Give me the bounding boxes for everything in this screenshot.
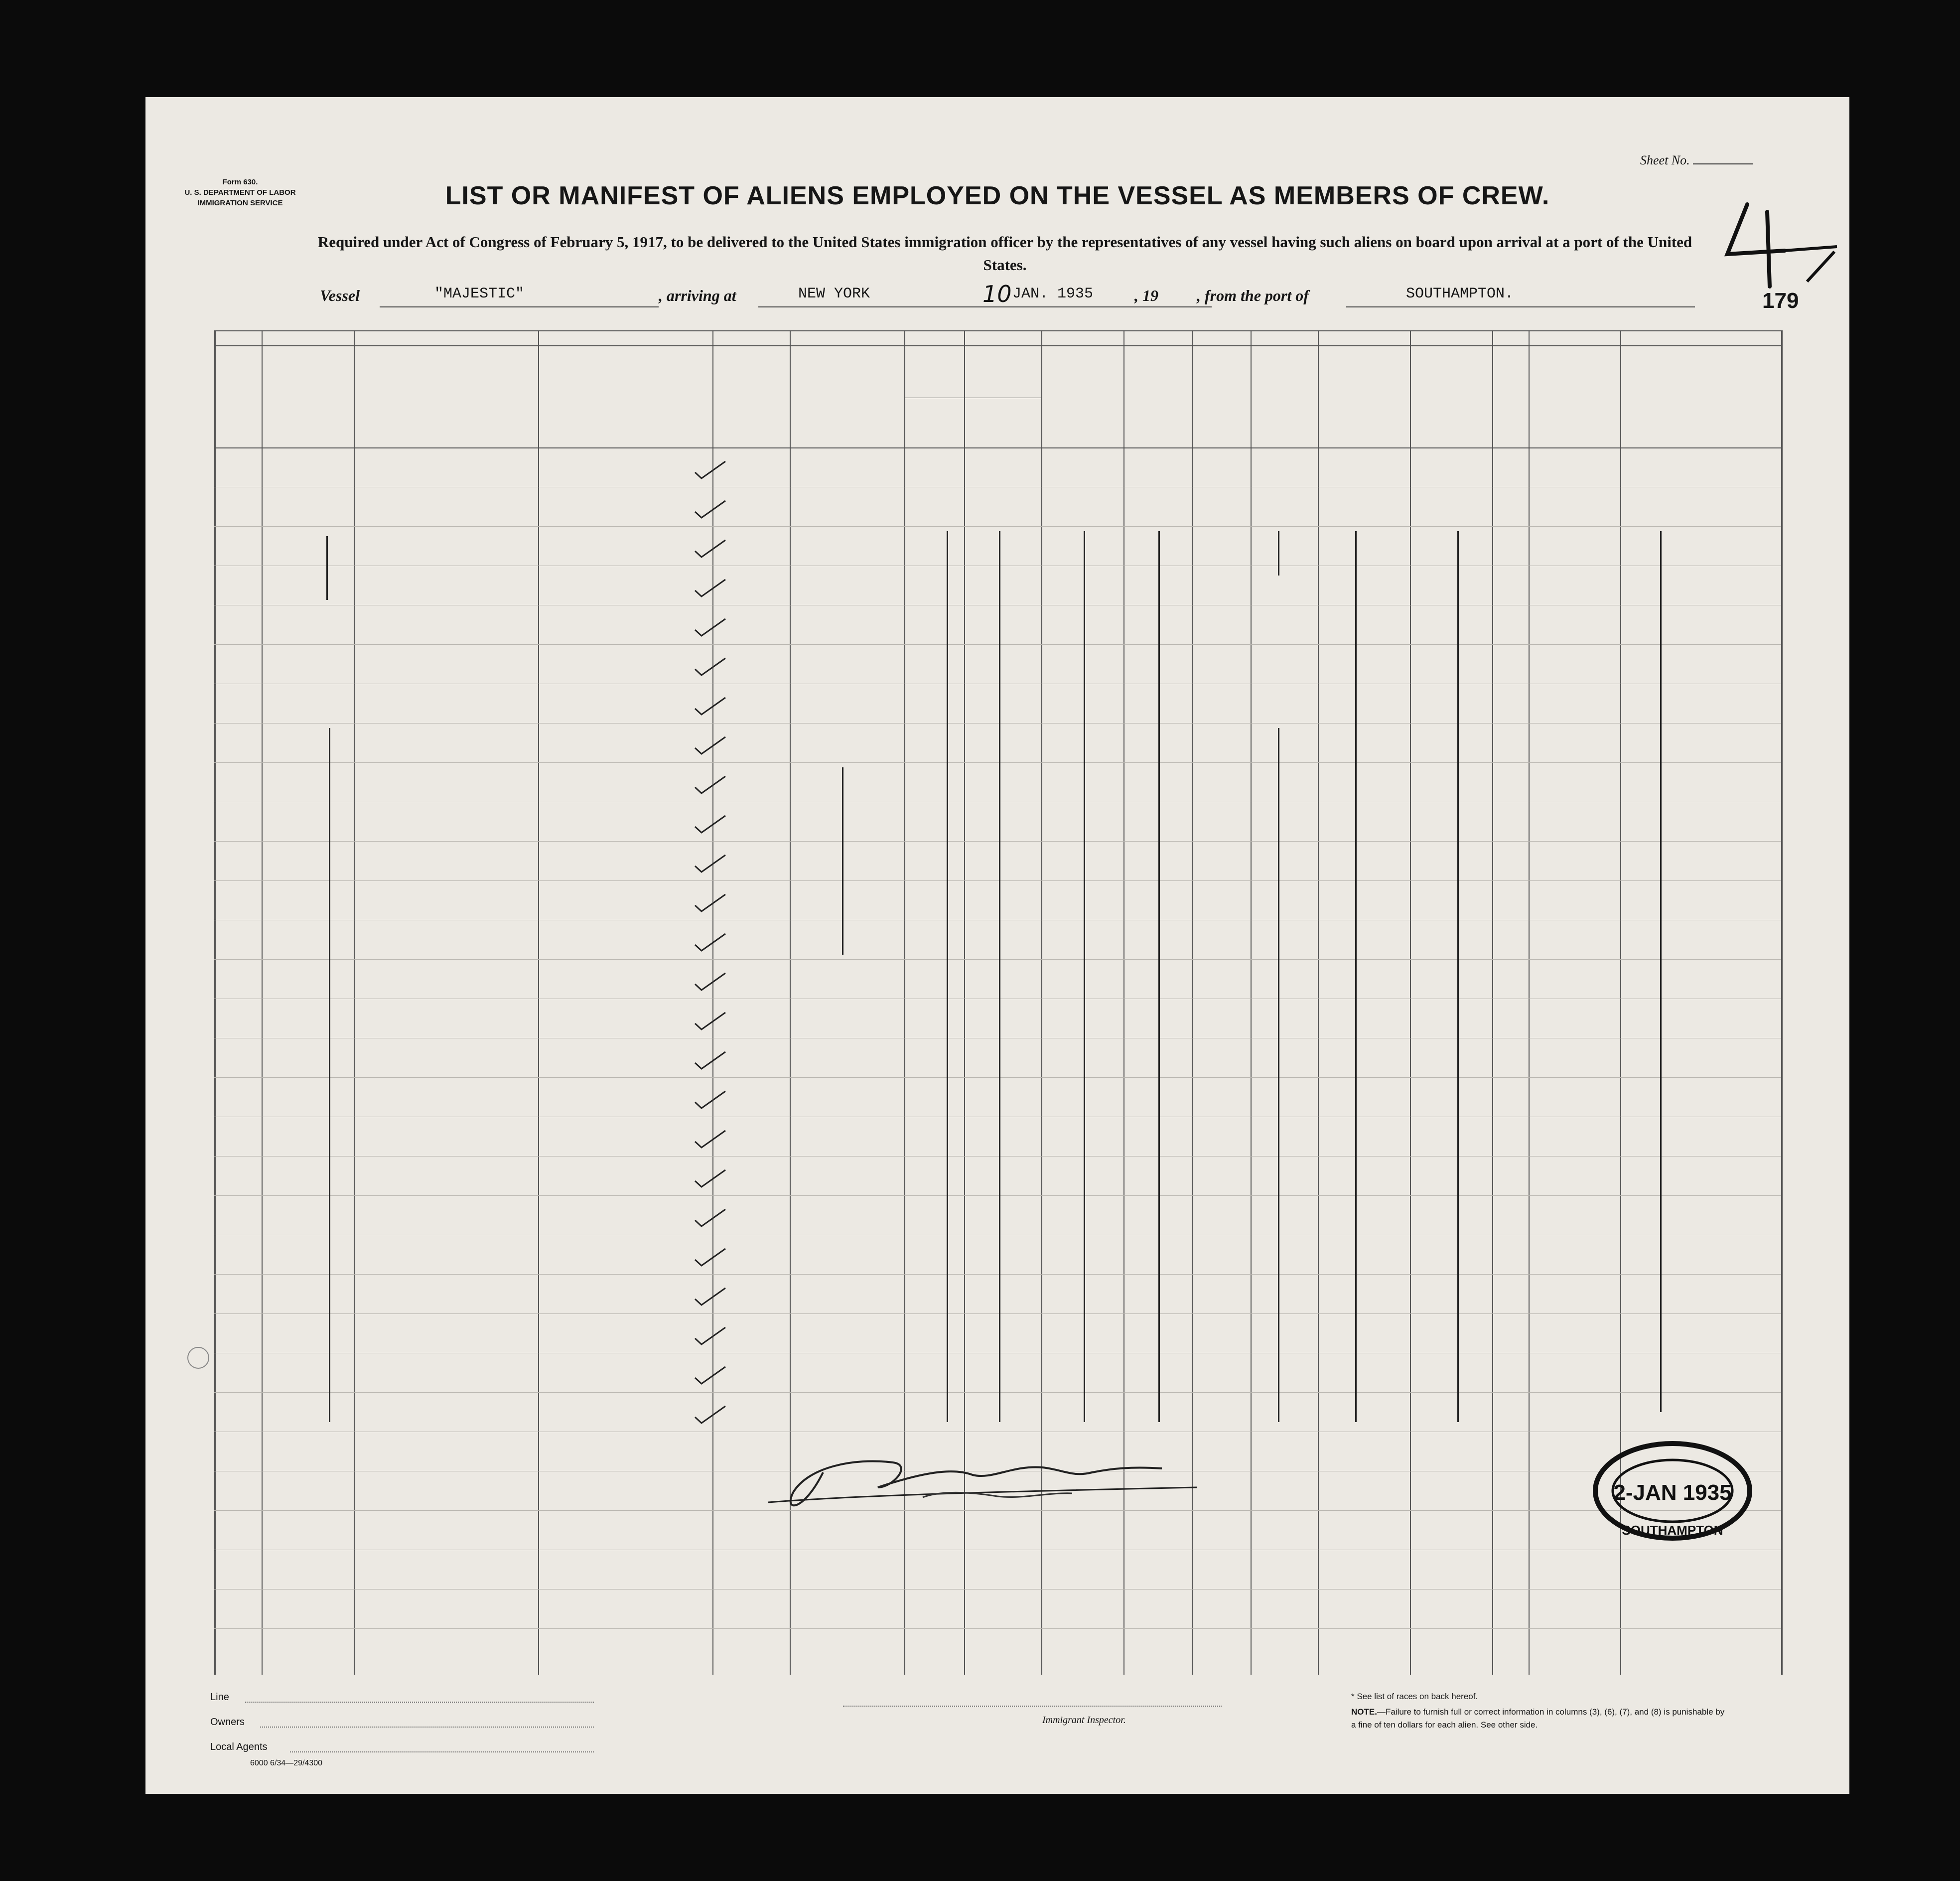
races-note: * See list of races on back hereof. [1351, 1692, 1478, 1701]
table-row [214, 762, 1781, 802]
arriving-label: , arriving at [659, 287, 736, 304]
table-row [214, 1077, 1781, 1117]
column-divider [1781, 330, 1783, 1675]
table-row [214, 1353, 1781, 1392]
arrival-day: 10 [982, 281, 1012, 307]
table-row [214, 1195, 1781, 1235]
table-row [214, 1589, 1781, 1628]
table-row [214, 1117, 1781, 1156]
from-port-label: , from the port of [1197, 287, 1309, 304]
ditto-line [1158, 531, 1160, 1422]
table-row [214, 959, 1781, 999]
check-mark-icon [693, 930, 727, 955]
owners-label: Owners [210, 1717, 245, 1728]
line-label: Line [210, 1692, 229, 1703]
table-row [214, 684, 1781, 723]
check-mark-icon [693, 654, 727, 679]
page-subtitle: Required under Act of Congress of February 5, 1917, to be delivered to the United States immigration officer by the representatives of any vessel having such aliens on board upon arrival at a port of the United States. [317, 233, 1692, 274]
check-mark-icon [693, 733, 727, 758]
stamp-date: 2-JAN 1935 [1613, 1480, 1732, 1505]
check-mark-icon [693, 1363, 727, 1388]
table-row [214, 1235, 1781, 1274]
ditto-line [326, 536, 328, 600]
check-mark-icon [693, 812, 727, 837]
table-row [214, 605, 1781, 644]
form-number: Form 630. [222, 178, 258, 186]
arrival-date: JAN. 1935 [1012, 286, 1094, 302]
table-row [214, 1274, 1781, 1313]
check-mark-icon [693, 615, 727, 640]
vessel-line [145, 281, 1849, 316]
ditto-line [1278, 531, 1279, 576]
table-row [214, 487, 1781, 526]
year-label: , 19 [1134, 287, 1158, 304]
header-rule [214, 345, 1781, 346]
table-row [214, 566, 1781, 605]
table-row [214, 1156, 1781, 1195]
check-mark-icon [693, 576, 727, 600]
check-mark-icon [693, 1009, 727, 1033]
check-mark-icon [693, 694, 727, 719]
check-mark-icon [693, 1402, 727, 1427]
table-row [214, 1038, 1781, 1077]
table-row [214, 447, 1781, 487]
vessel-name: "MAJESTIC" [434, 286, 525, 302]
print-code: 6000 6/34—29/4300 [250, 1759, 323, 1767]
check-mark-icon [693, 851, 727, 876]
service-name: IMMIGRATION SERVICE [197, 199, 283, 207]
inspector-signature [763, 1438, 1212, 1522]
table-row [214, 1392, 1781, 1432]
from-port: SOUTHAMPTON. [1406, 286, 1514, 302]
check-mark-icon [693, 1127, 727, 1152]
immigrant-inspector-label: Immigrant Inspector. [1042, 1715, 1126, 1726]
table-row [214, 841, 1781, 880]
ditto-line [1457, 531, 1459, 1422]
row-rule [214, 1628, 1781, 1629]
check-mark-icon [693, 457, 727, 482]
table-row [214, 723, 1781, 762]
page-number: 179 [1762, 289, 1799, 313]
vessel-label: Vessel [320, 287, 360, 304]
ditto-line [842, 767, 843, 955]
header-rule [214, 330, 1781, 331]
subheader-divider [538, 405, 539, 447]
southampton-date-stamp [1590, 1438, 1755, 1545]
check-mark-icon [693, 1284, 727, 1309]
local-agents-label: Local Agents [210, 1741, 268, 1752]
ditto-line [1084, 531, 1085, 1422]
check-mark-icon [693, 1087, 727, 1112]
ditto-line [999, 531, 1000, 1422]
note-text: —Failure to furnish full or correct information in columns (3), (6), (7), and (8) is punishable by a fine of ten dollars for each alien. See other side. [1351, 1707, 1725, 1730]
ditto-line [1660, 531, 1662, 1412]
check-mark-icon [693, 497, 727, 522]
table-row [214, 880, 1781, 920]
subheader-divider [964, 398, 965, 447]
table-row [214, 1313, 1781, 1353]
table-row [214, 999, 1781, 1038]
department-name: U. S. DEPARTMENT OF LABOR [184, 188, 296, 197]
penalty-note [1351, 1706, 1730, 1732]
stamp-place: SOUTHAMPTON [1622, 1523, 1723, 1538]
ditto-line [947, 531, 948, 1422]
sheet-number-label: Sheet No. [1640, 153, 1690, 167]
check-mark-icon [693, 772, 727, 797]
table-row [214, 644, 1781, 684]
manifest-sheet [145, 97, 1849, 1794]
page-title: LIST OR MANIFEST OF ALIENS EMPLOYED ON THE VESSEL AS MEMBERS OF CREW. [445, 181, 1550, 210]
check-mark-icon [693, 1205, 727, 1230]
handwritten-sheet-number [1720, 197, 1839, 291]
check-mark-icon [693, 1166, 727, 1191]
punch-hole-ring [187, 1347, 209, 1369]
check-mark-icon [693, 1245, 727, 1270]
check-mark-icon [693, 536, 727, 561]
sheet-number-field [1640, 153, 1753, 168]
ditto-line [1355, 531, 1357, 1422]
check-mark-icon [693, 890, 727, 915]
ditto-line [1278, 728, 1279, 1422]
check-mark-icon [693, 1323, 727, 1348]
table-row [214, 920, 1781, 959]
ditto-line [329, 728, 330, 1422]
table-row [214, 802, 1781, 841]
check-mark-icon [693, 969, 727, 994]
manifest-footer [145, 1677, 1849, 1794]
table-row [214, 1550, 1781, 1589]
note-label: NOTE. [1351, 1707, 1377, 1717]
table-row [214, 526, 1781, 566]
arriving-port: NEW YORK [798, 286, 870, 302]
check-mark-icon [693, 1048, 727, 1073]
